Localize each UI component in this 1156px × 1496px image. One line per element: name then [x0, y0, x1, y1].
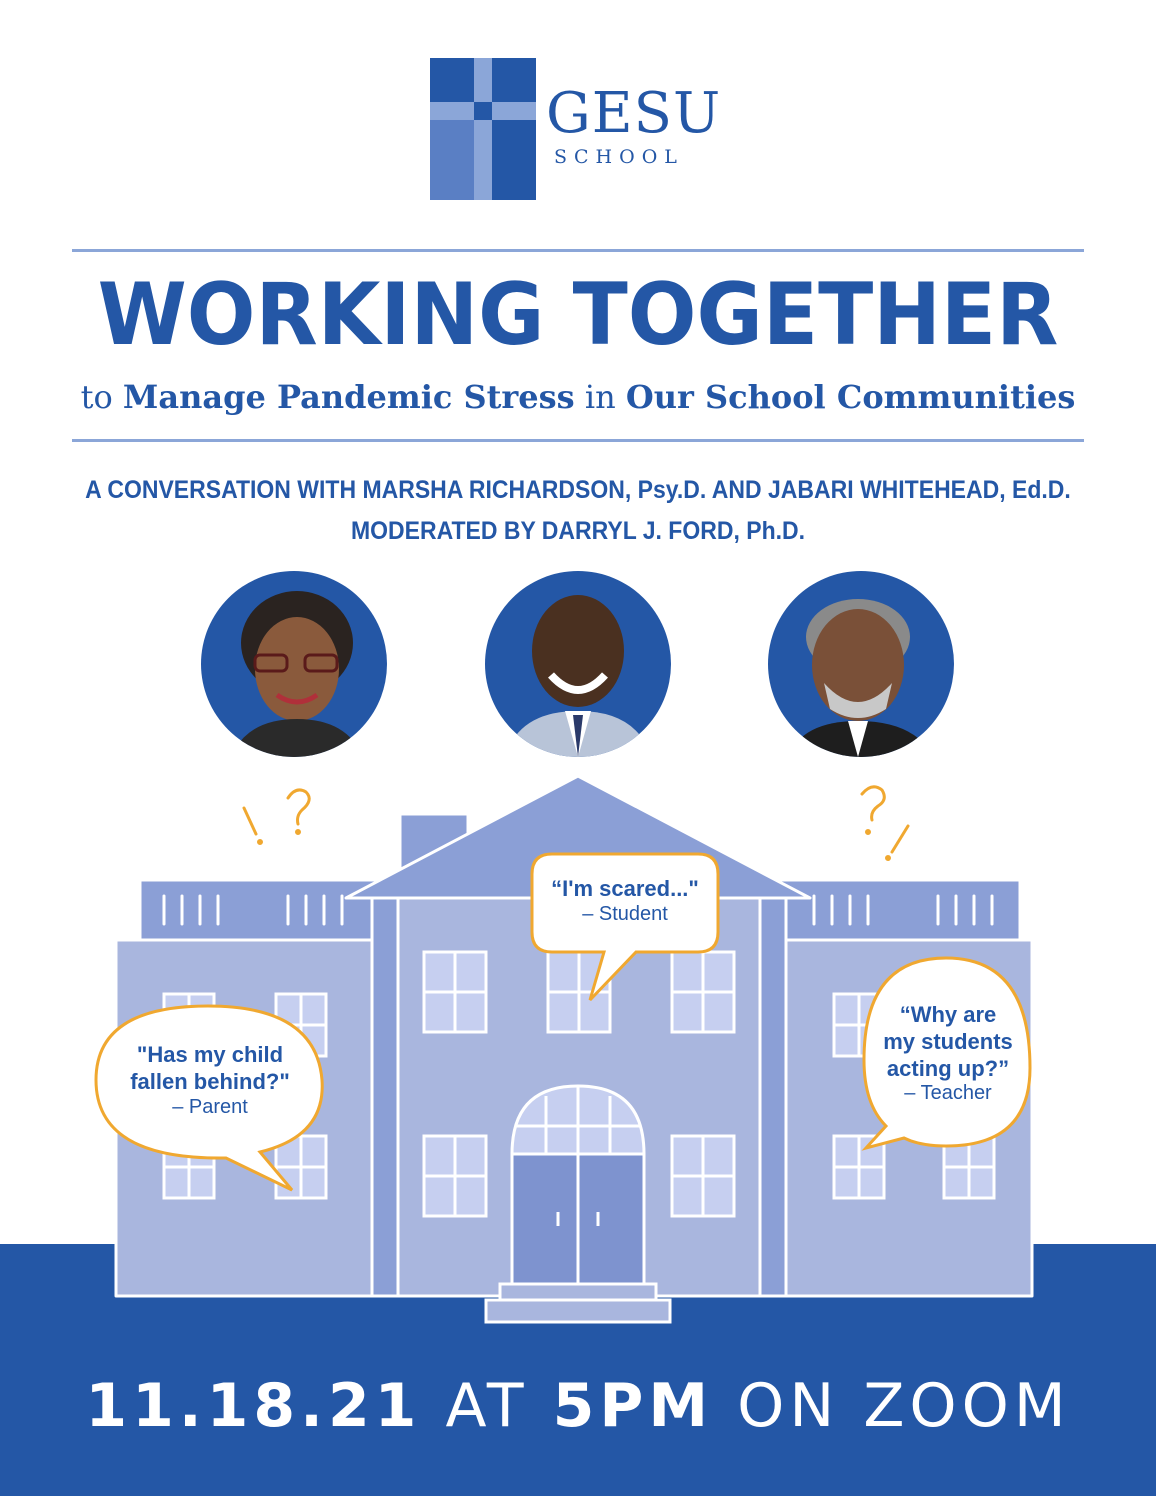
page-subtitle [0, 378, 1156, 416]
logo-name: GESU [546, 81, 722, 146]
moderator-line: MODERATED BY DARRYL J. FORD, Ph.D. [350, 517, 806, 545]
speakers-line: A CONVERSATION WITH MARSHA RICHARDSON, Psy.D. AND JABARI WHITEHEAD, Ed.D. [85, 476, 1071, 504]
subtitle-part1: to [80, 378, 123, 416]
teacher-quote-line3: acting up?” [886, 1055, 1010, 1081]
person-icon [768, 571, 954, 757]
gesu-logo [430, 58, 740, 200]
student-bubble-text [532, 876, 718, 926]
person-icon [201, 571, 387, 757]
event-platform: ON ZOOM [713, 1371, 1071, 1441]
teacher-quote-line2: my students [883, 1028, 1013, 1054]
parent-quote-line2: fallen behind?" [130, 1068, 290, 1094]
student-attribution: – Student [582, 902, 668, 925]
parent-attribution: – Parent [172, 1095, 248, 1118]
parent-quote-line1: "Has my child [136, 1042, 284, 1067]
teacher-attribution: – Teacher [904, 1082, 992, 1105]
top-rule [72, 249, 1084, 252]
subtitle-part3: in [574, 378, 626, 416]
event-at: AT [421, 1371, 553, 1441]
teacher-quote-line1: “Why are [899, 1002, 997, 1027]
portrait-marsha-richardson [201, 571, 387, 757]
parent-bubble-text [110, 1042, 310, 1119]
page-title: WORKING TOGETHER [97, 265, 1059, 365]
portrait-darryl-ford [768, 571, 954, 757]
person-icon [485, 571, 671, 757]
event-date-line [0, 1371, 1156, 1441]
logo-cross-icon [430, 58, 540, 200]
logo-sub: SCHOOL [554, 146, 684, 168]
teacher-bubble-text [868, 1002, 1028, 1105]
bottom-rule [72, 439, 1084, 442]
portrait-jabari-whitehead [485, 571, 671, 757]
event-time: 5PM [552, 1371, 714, 1441]
event-date: 11.18.21 [85, 1371, 422, 1441]
subtitle-part4: Our School Communities [625, 378, 1076, 416]
subtitle-part2: Manage Pandemic Stress [122, 378, 575, 416]
student-quote: “I'm scared..." [551, 876, 699, 901]
